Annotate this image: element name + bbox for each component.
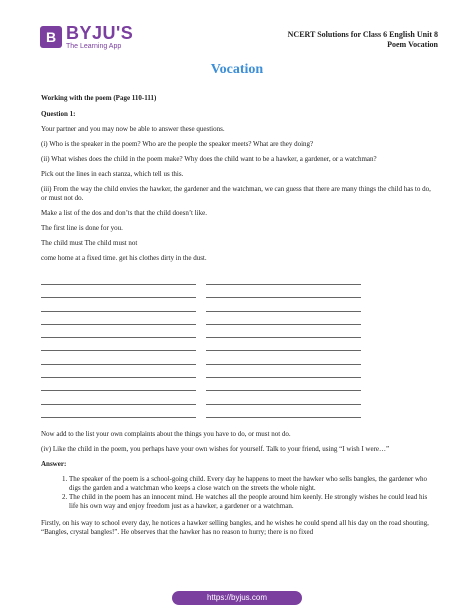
blank-line: [41, 276, 196, 285]
blank-line: [41, 342, 196, 351]
blank-line: [41, 329, 196, 338]
blank-line-row: [41, 369, 361, 382]
section-heading: Working with the poem (Page 110-111): [41, 94, 157, 102]
blank-line: [41, 369, 196, 378]
question-ii: (ii) What wishes does the child in the poem make? Why does the child want to be a hawker, a gardener, or a watchman?: [41, 155, 377, 163]
must-row: The child must The child must not: [41, 239, 138, 247]
closing-paragraph: Firstly, on his way to school every day, he notices a hawker selling bangles, and he wishes he could spend all his day on the road shouting, “Bangles, crystal bangles!”. He observes that the hawker has no reason to hurry; there is no fixed: [41, 519, 429, 536]
blank-line-row: [41, 303, 361, 316]
question-heading: Question 1:: [41, 110, 76, 118]
blank-line: [41, 303, 196, 312]
blank-line: [206, 342, 361, 351]
byjus-logo-icon: B: [40, 26, 62, 48]
blank-line-row: [41, 289, 361, 302]
blank-line: [41, 409, 196, 418]
byjus-logo: [40, 24, 133, 50]
blank-line: [206, 409, 361, 418]
blank-line: [206, 276, 361, 285]
logo-tagline: The Learning App: [66, 43, 122, 50]
blank-line: [41, 382, 196, 391]
blank-line: [41, 289, 196, 298]
now-add-text: Now add to the list your own complaints about the things you have to do, or must not do.: [41, 430, 291, 438]
document-body: [41, 94, 436, 263]
answer-item: 1. The speaker of the poem is a school-going child. Every day he happens to meet the hawker who sells bangles, the gardener who digs the garden and a watchman who keeps a close watch on the streets the whole night.: [69, 475, 436, 493]
blank-line: [206, 303, 361, 312]
question-i: (i) Who is the speaker in the poem? Who are the people the speaker meets? What are they doing?: [41, 140, 314, 148]
question-iii: (iii) From the way the child envies the hawker, the gardener and the watchman, we can guess that there are many things the child has to do, or must not do.: [41, 185, 431, 202]
first-line-text: The first line is done for you.: [41, 224, 123, 232]
blank-line: [206, 289, 361, 298]
logo-name: BYJU'S: [66, 23, 134, 43]
blank-line: [206, 356, 361, 365]
document-body-lower: [41, 430, 436, 537]
blank-line-row: [41, 382, 361, 395]
blank-line-row: [41, 329, 361, 342]
blank-line-row: [41, 316, 361, 329]
blank-line: [206, 369, 361, 378]
pick-out-text: Pick out the lines in each stanza, which tell us this.: [41, 170, 184, 178]
blank-line: [206, 329, 361, 338]
example-row: come home at a fixed time. get his clothes dirty in the dust.: [41, 254, 207, 262]
question-iv: (iv) Like the child in the poem, you perhaps have your own wishes for yourself. Talk to your friend, using “I wish I were…”: [41, 445, 390, 453]
answer-list: [41, 475, 436, 511]
blank-line: [206, 396, 361, 405]
header-line-2: Poem Vocation: [387, 40, 438, 49]
blank-line-row: [41, 276, 361, 289]
blank-line: [41, 396, 196, 405]
blank-line-row: [41, 356, 361, 369]
blank-line-row: [41, 409, 361, 422]
blank-line-row: [41, 396, 361, 409]
make-list-text: Make a list of the dos and don’ts that the child doesn’t like.: [41, 209, 207, 217]
answer-heading: Answer:: [41, 460, 67, 468]
header-line-1: NCERT Solutions for Class 6 English Unit 8: [287, 30, 438, 39]
answer-item: 2. The child in the poem has an innocent mind. He watches all the people around him keenly. He strongly wishes he could lead his life his own way and enjoy freedom just as a hawker, a gardener or a watchman.: [69, 493, 436, 511]
blank-line-row: [41, 342, 361, 355]
page-title: Vocation: [210, 62, 264, 77]
intro-text: Your partner and you may now be able to answer these questions.: [41, 125, 225, 133]
blank-answer-lines: [41, 276, 361, 422]
blank-line: [206, 316, 361, 325]
document-header: [288, 30, 438, 50]
blank-line: [41, 356, 196, 365]
blank-line: [41, 316, 196, 325]
blank-line: [206, 382, 361, 391]
footer-url-link[interactable]: https://byjus.com: [172, 591, 302, 605]
